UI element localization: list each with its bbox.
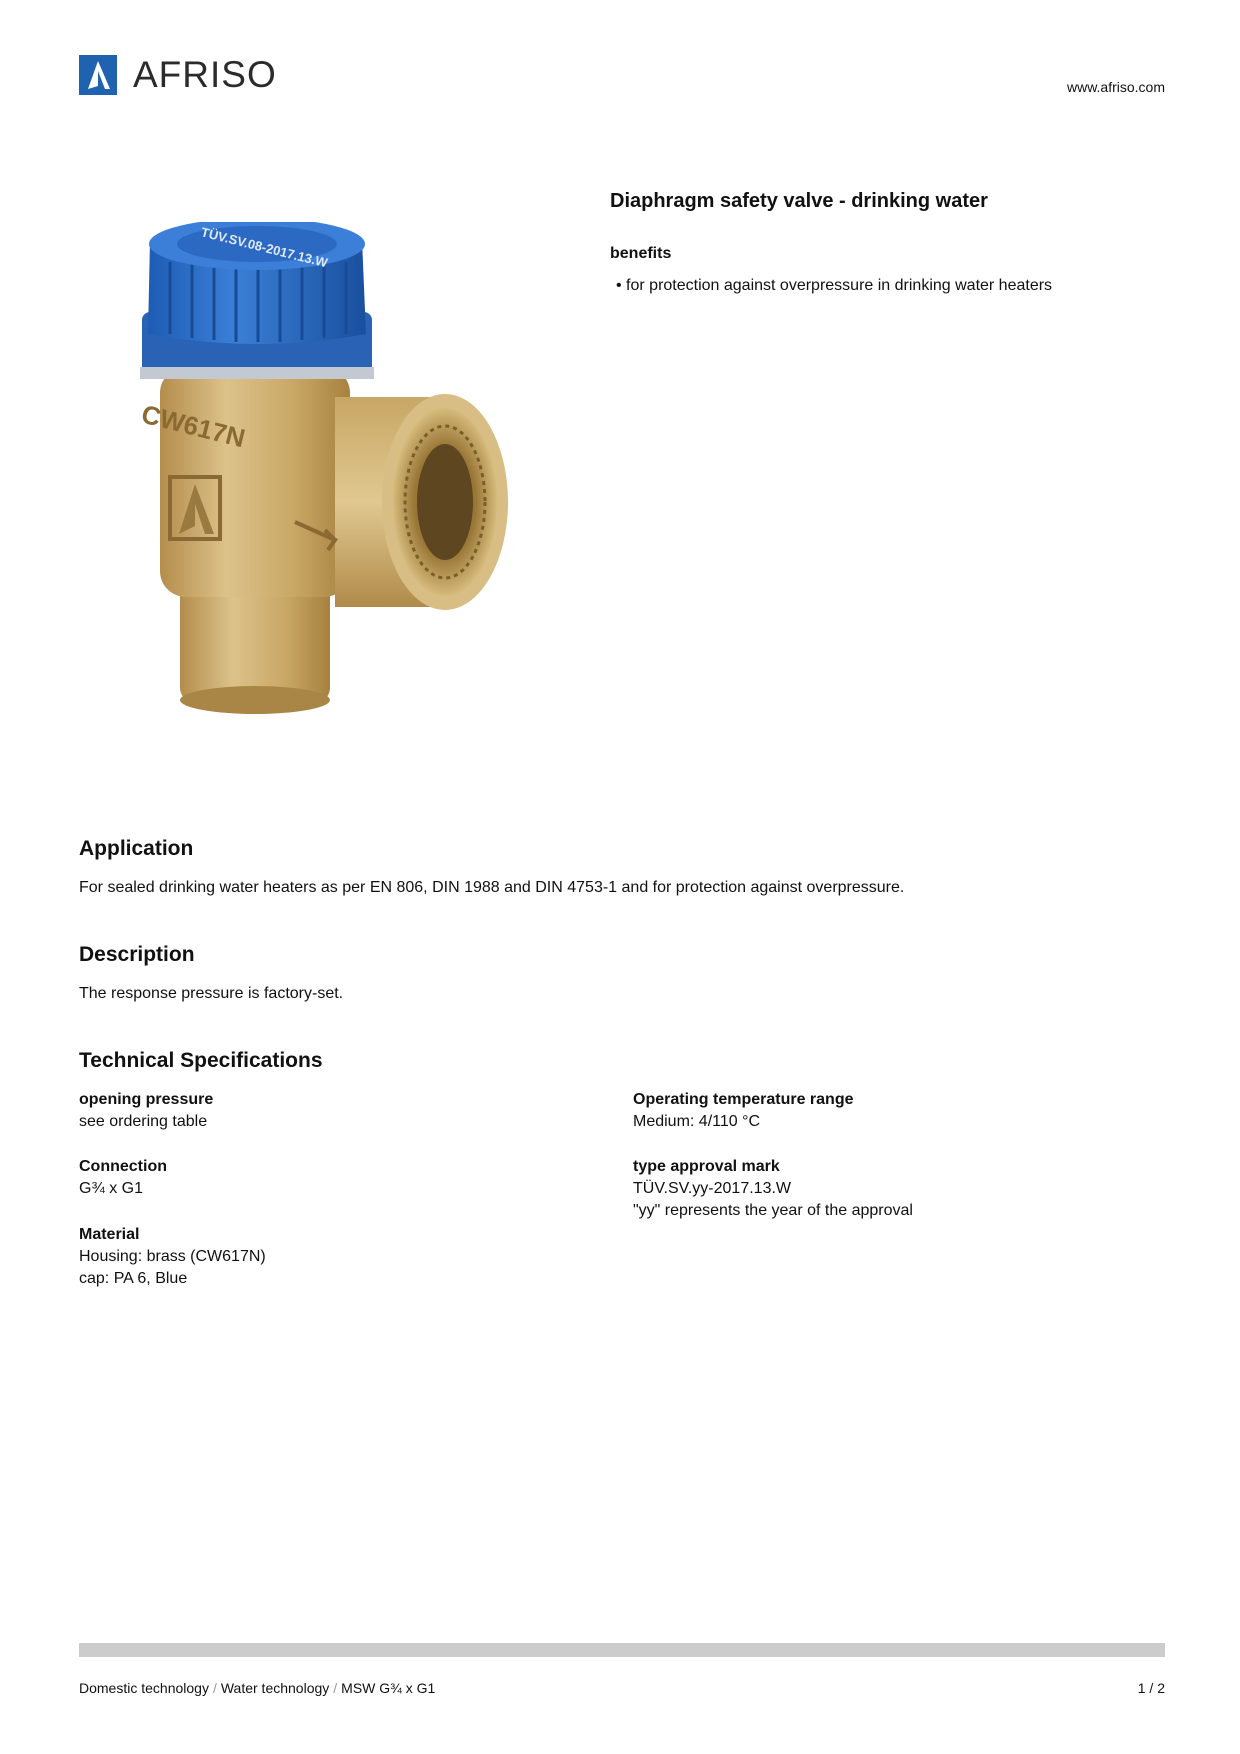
spec-value: Medium: 4/110 °C: [633, 1113, 761, 1130]
breadcrumb-item[interactable]: Domestic technology: [79, 1680, 209, 1696]
product-title: Diaphragm safety valve - drinking water: [610, 190, 988, 212]
application-heading: Application: [79, 837, 194, 860]
breadcrumb-separator: /: [333, 1680, 338, 1696]
specs-heading: Technical Specifications: [79, 1049, 323, 1072]
bullet-icon: •: [616, 277, 627, 294]
application-text: For sealed drinking water heaters as per EN 806, DIN 1988 and DIN 4753-1 and for protection against overpressure.: [79, 879, 905, 896]
spec-connection: [79, 1156, 167, 1200]
spec-label: type approval mark: [633, 1158, 780, 1175]
description-text: The response pressure is factory-set.: [79, 985, 344, 1002]
spec-temperature: [633, 1089, 854, 1133]
product-image: [130, 222, 560, 742]
spec-value: Housing: brass (CW617N): [79, 1248, 266, 1265]
benefits-heading: benefits: [610, 245, 672, 262]
spec-value: see ordering table: [79, 1113, 208, 1130]
spec-approval: [633, 1156, 913, 1222]
afriso-logo-icon: [79, 55, 117, 95]
breadcrumb-item[interactable]: MSW G¾ x G1: [341, 1680, 436, 1696]
spec-label: opening pressure: [79, 1091, 214, 1108]
benefit-text: for protection against overpressure in drinking water heaters: [626, 277, 1053, 294]
spec-opening-pressure: [79, 1089, 213, 1133]
website-link[interactable]: www.afriso.com: [1066, 79, 1165, 95]
afriso-logo[interactable]: [79, 55, 277, 95]
page-number: 1 / 2: [1137, 1680, 1165, 1696]
footer-divider: [79, 1643, 1165, 1657]
description-heading: Description: [79, 943, 195, 966]
spec-value: cap: PA 6, Blue: [79, 1270, 188, 1287]
spec-material: [79, 1224, 266, 1290]
benefit-item: [616, 277, 1052, 295]
breadcrumb-item[interactable]: Water technology: [220, 1680, 330, 1696]
spec-value: "yy" represents the year of the approval: [633, 1202, 913, 1219]
spec-label: Material: [79, 1226, 140, 1243]
spec-label: Operating temperature range: [633, 1091, 854, 1108]
spec-value: G¾ x G1: [79, 1180, 144, 1197]
breadcrumb: [79, 1680, 435, 1696]
spec-label: Connection: [79, 1158, 167, 1175]
spec-value: TÜV.SV.yy-2017.13.W: [633, 1180, 792, 1197]
brand-name: AFRISO: [133, 54, 277, 95]
breadcrumb-separator: /: [212, 1680, 217, 1696]
cap-marking: TÜV.SV.08-2017.13.W: [199, 224, 330, 271]
housing-marking: CW617N: [138, 398, 249, 454]
